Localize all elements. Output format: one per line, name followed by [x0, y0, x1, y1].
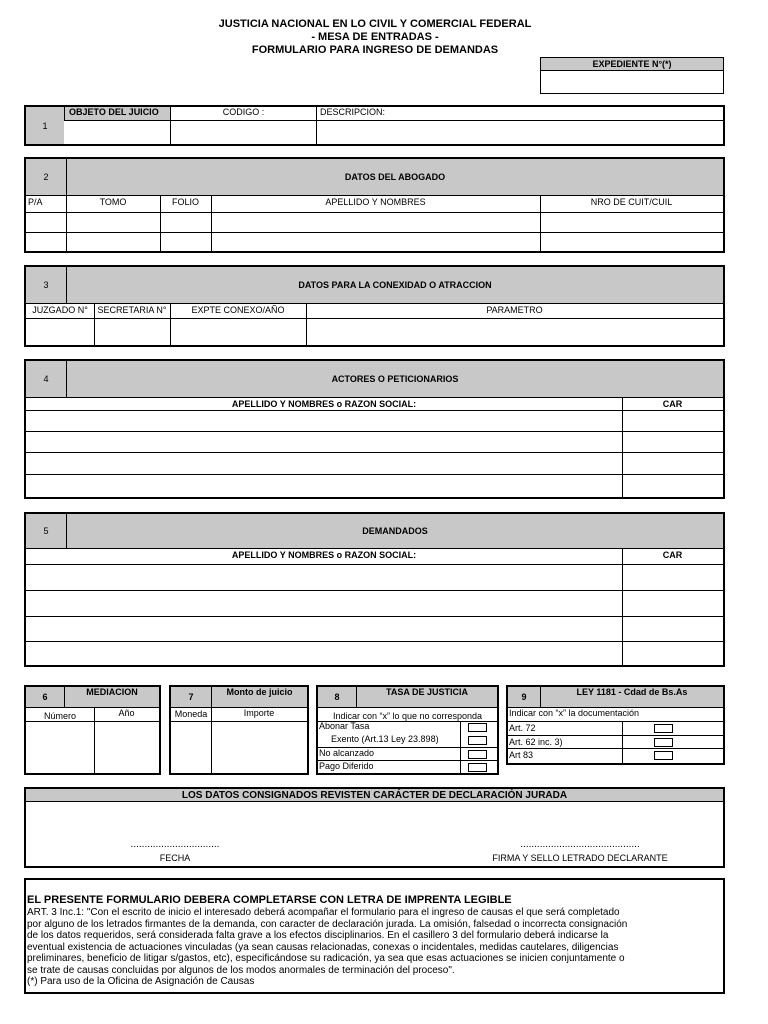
codigo-field[interactable] [170, 120, 316, 144]
ley-option-art62: Art. 62 inc. 3) [509, 737, 563, 747]
divider [508, 721, 723, 722]
mediacion-anio-field[interactable] [95, 722, 159, 773]
section-9-number: 9 [508, 687, 540, 707]
form-title-line1: JUSTICIA NACIONAL EN LO CIVIL Y COMERCIAL FEDERAL [218, 18, 532, 30]
section-5-title: DEMANDADOS [66, 514, 723, 548]
tasa-option-pago-diferido: Pago Diferido [319, 761, 374, 771]
nota-line: eventual existencia de actuaciones vinculadas (ya sean causas relacionadas, conexas o incidentales, medidas cautelares, diligencias [27, 941, 619, 953]
section-7-title: Monto de juicio [211, 687, 307, 707]
section-6-title: MEDIACION [64, 687, 159, 707]
col-secretaria: SECRETARIA N° [97, 305, 167, 315]
divider [460, 721, 461, 773]
descripcion-label: DESCRIPCION: [316, 107, 723, 120]
tasa-instruction: Indicar con “x” lo que no corresponda [332, 711, 483, 721]
section-4-title: ACTORES O PETICIONARIOS [66, 361, 723, 397]
firma-label: FIRMA Y SELLO LETRADO DECLARANTE [492, 853, 668, 863]
objeto-label: OBJETO DEL JUICIO [64, 107, 170, 120]
ley-option-art72: Art. 72 [509, 723, 536, 733]
section-3-number: 3 [26, 267, 66, 303]
demandado-row-3[interactable] [26, 617, 723, 641]
demandado-row-1[interactable] [26, 565, 723, 590]
abogado-row-2[interactable] [26, 233, 723, 251]
divider [26, 397, 723, 398]
nota-title: EL PRESENTE FORMULARIO DEBERA COMPLETARSE CON LETRA DE IMPRENTA LEGIBLE [27, 894, 512, 906]
tasa-checkbox-exento[interactable] [468, 736, 487, 745]
fecha-dots: ................................ [130, 839, 220, 850]
ley-instruction: Indicar con “x” la documentación [509, 708, 640, 718]
col-juzgado: JUZGADO N° [32, 305, 88, 315]
ley-checkbox-art72[interactable] [654, 724, 673, 733]
section-2-title: DATOS DEL ABOGADO [66, 159, 723, 195]
divider [26, 303, 723, 304]
nota-line: por alguno de los letrados firmantes de la demanda, con caracter de declaración jurada. La omisión, falsedad o incorrecta consignación [27, 918, 628, 930]
expediente-field[interactable] [540, 70, 724, 94]
actor-row-1[interactable] [26, 411, 723, 431]
demandado-row-2[interactable] [26, 591, 723, 616]
abogado-row-1[interactable] [26, 213, 723, 232]
importe-field[interactable] [212, 722, 307, 773]
expediente-label: EXPEDIENTE N°(*) [540, 57, 724, 71]
declaracion-title: LOS DATOS CONSIGNADOS REVISTEN CARÁCTER DE DECLARACIÓN JURADA [26, 789, 723, 802]
actor-row-2[interactable] [26, 432, 723, 452]
col-tomo: TOMO [99, 197, 127, 207]
section-8-number: 8 [318, 687, 356, 707]
divider [26, 195, 723, 196]
nota-body [27, 907, 727, 988]
col-parametro: PARAMETRO [486, 305, 543, 315]
divider [622, 721, 623, 763]
section-9-title: LEY 1181 - Cdad de Bs.As [540, 687, 723, 707]
actor-row-4[interactable] [26, 475, 723, 497]
form-title-line2: - MESA DE ENTRADAS - [311, 31, 439, 43]
tasa-option-abonar: Abonar Tasa [319, 721, 370, 731]
col-cuit: NRO DE CUIT/CUIL [590, 197, 673, 207]
tasa-checkbox-pago-diferido[interactable] [468, 763, 487, 772]
conexidad-row[interactable] [26, 319, 723, 345]
section-3-title: DATOS PARA LA CONEXIDAD O ATRACCION [66, 267, 723, 303]
section-6-number: 6 [26, 687, 64, 707]
tasa-checkbox-no-alcanzado[interactable] [468, 750, 487, 759]
nota-line: ART. 3 Inc.1: "Con el escrito de inicio el interesado deberá acompañar el formulario para el ingreso de causas el que será completado [27, 907, 620, 918]
demandados-col-car: CAR [662, 550, 683, 560]
col-apellido: APELLIDO Y NOMBRES [325, 197, 426, 207]
section-1-number: 1 [26, 107, 64, 144]
tasa-checkbox-abonar[interactable] [468, 723, 487, 732]
section-7-number: 7 [171, 687, 211, 707]
mediacion-col-anio: Año [118, 708, 135, 718]
col-pa: P/A [28, 197, 43, 207]
ley-checkbox-art83[interactable] [654, 751, 673, 760]
tasa-option-exento: Exento (Art.13 Ley 23.898) [331, 734, 439, 744]
col-folio: FOLIO [171, 197, 199, 207]
nota-line: preliminares, beneficio de litigar s/gastos, etc), especificándose su radicación, ya sea que esas actuaciones se inicien conjuntamente o [27, 953, 625, 964]
moneda-field[interactable] [171, 722, 211, 773]
demandado-row-4[interactable] [26, 642, 723, 665]
monto-col-moneda: Moneda [174, 709, 208, 719]
ley-option-art83: Art 83 [509, 750, 534, 760]
tasa-option-no-alcanzado: No alcanzado [319, 748, 375, 758]
mediacion-numero-field[interactable] [26, 722, 94, 773]
section-5-number: 5 [26, 514, 66, 548]
demandados-col-name: APELLIDO Y NOMBRES o RAZON SOCIAL: [231, 550, 417, 560]
codigo-label: CODIGO : [170, 107, 316, 120]
actores-col-car: CAR [662, 399, 683, 409]
declaracion-sign-area[interactable] [26, 803, 723, 866]
divider [318, 707, 497, 708]
divider [26, 548, 723, 549]
section-8-title: TASA DE JUSTICIA [356, 687, 497, 707]
nota-line: (*) Para uso de la Oficina de Asignación de Causas [27, 976, 255, 987]
actores-col-name: APELLIDO Y NOMBRES o RAZON SOCIAL: [231, 399, 417, 409]
firma-dots: ........................................... [520, 839, 640, 850]
divider [508, 748, 723, 749]
nota-line: se trate de causas concluidas por algunos de los modos anormales de terminación del proceso". [27, 964, 455, 976]
nota-line: de los datos requeridos, será considerada falta grave a los efectos disciplinarios. En el casillero 3 del formulario deberá indicarse la [27, 930, 609, 941]
section-4-number: 4 [26, 361, 66, 397]
monto-col-importe: Importe [243, 708, 275, 718]
ley-checkbox-art62[interactable] [654, 738, 673, 747]
col-expte: EXPTE CONEXO/AÑO [191, 305, 285, 315]
descripcion-field[interactable] [316, 120, 723, 144]
actor-row-3[interactable] [26, 453, 723, 474]
section-2-number: 2 [26, 159, 66, 195]
divider [508, 735, 723, 736]
mediacion-col-numero: Número [43, 711, 76, 721]
form-title-line3: FORMULARIO PARA INGRESO DE DEMANDAS [251, 44, 499, 56]
fecha-label: FECHA [159, 853, 191, 863]
